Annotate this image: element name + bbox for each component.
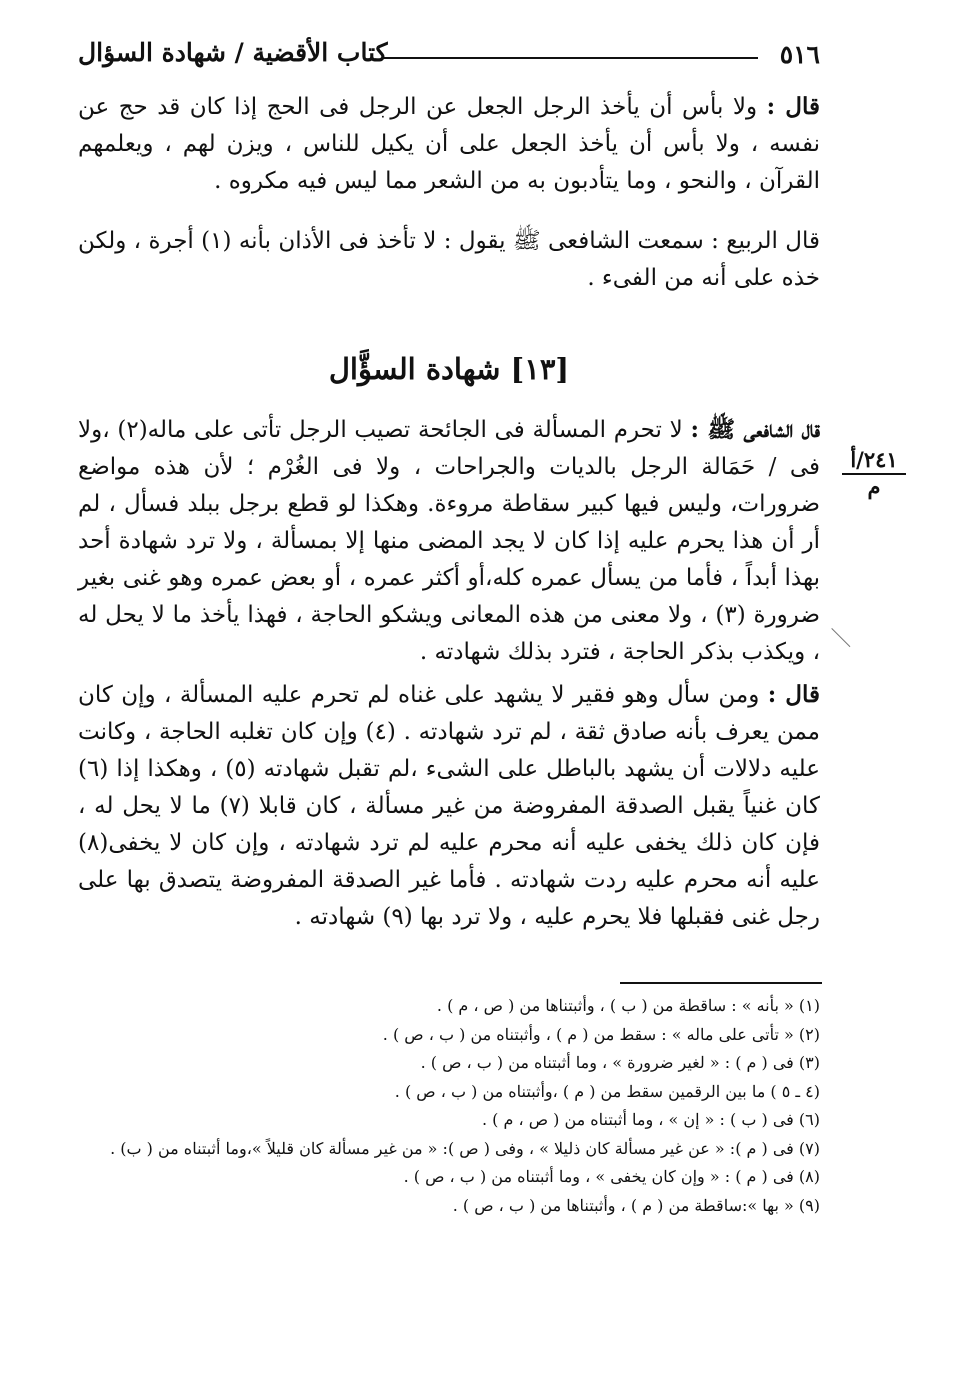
margin-manuscript-letter: م <box>867 474 881 499</box>
paragraph-1 <box>78 88 820 200</box>
footnote-9: (٩) « بها »:ساقطة من ( م ) ، وأثبتناها من ( ب ، ص ) . <box>452 1195 820 1215</box>
margin-reference <box>842 447 906 499</box>
speaker-label: قال الشافعى ﷺ : <box>690 416 820 443</box>
paragraph-text: قال الربيع : سمعت الشافعى ﷺ يقول : لا تأخذ فى الأذان بأنه (١) أجرة ، ولكن خذه على أنه من الفىء . <box>78 228 820 291</box>
footnote-4-5: (٤ ـ ٥ ) ما بين الرقمين سقط من ( م ) ،وأثبتناه من ( ب ، ص ) . <box>394 1081 820 1101</box>
speaker-label: قال : <box>767 681 820 708</box>
header-rule <box>383 57 758 59</box>
paragraph-text: لا تحرم المسألة فى الجائحة تصيب الرجل تأتى على ماله(٢) ،ولا فى / حَمَالة الرجل بالديات والجراحات ، ولا فى الغُرْم ؛ لأن هذه مواضع ضرورات، وليس فيها كبير سقاطة مروءة. وهكذا لو قطع برجل ببلد فسأل ، لم أر أن هذا يحرم عليه إذا كان لا يجد المضى منها إلا بمسألة ، ولا ترد شهادة أحد بهذا أبداً ، فأما من يسأل عمره كله،أو أكثر عمره ، أو بعض عمره وهو غنى بغير ضرورة (٣) ، ولا معنى من هذه المعانى ويشكو الحاجة ، فهذا يأخذ ما لا يحل له ، ويكذب بذكر الحاجة ، فترد بذلك شهادته . <box>78 417 820 665</box>
paragraph-text: ومن سأل وهو فقير لا يشهد على غناه لم تحرم عليه المسألة ، وإن كان ممن يعرف بأنه صادق ثقة ، لم ترد شهادته . (٤) وإن كان تغلبه الحاجة ، وكانت عليه دلالات أن يشهد بالباطل على الشىء ،لم تقبل شهادته (٥) ، وهكذا إذا (٦) كان غنياً يقبل الصدقة المفروضة من غير مسألة ، كان قابلا (٧) ما لا يحل له ، فإن كان ذلك يخفى عليه أنه محرم عليه لم ترد شهادته ، وإن كان لا يخفى(٨) عليه أنه محرم عليه ردت شهادته . فأما غير الصدقة المفروضة يتصدق بها على رجل غنى فقبلها فلا يحرم عليه ، ولا ترد بها (٩) شهادته . <box>78 682 821 930</box>
footnote-1: (١) « بأنه » : ساقطة من ( ب ) ، وأثبتناها من ( ص ، م ) . <box>436 996 820 1015</box>
footnote-8: (٨) فى ( م ) : « وإن كان يخفى » ، وما أثبتناه من ( ب ، ص ) . <box>403 1167 820 1186</box>
speaker-label: قال : <box>766 93 820 120</box>
paragraph-text: ولا بأس أن يأخذ الرجل الجعل عن الرجل فى الحج إذا كان قد حج عن نفسه ، ولا بأس أن يأخذ الجعل على أن يكيل للناس ، ويزن لهم ، ويعلمهم القرآن ، والنحو ، وما يتأدبون به من الشعر مما ليس فيه مكروه . <box>78 94 820 194</box>
footnote-6: (٦) فى ( ب ) : « إن » ، وما أثبتناه من ( ص ، م ) . <box>481 1110 820 1129</box>
footnotes <box>78 992 820 1220</box>
paragraph-2 <box>78 223 820 297</box>
margin-folio-number: ٢٤١/أ <box>842 447 906 475</box>
running-title: كتاب الأقضية / شهادة السؤال <box>78 38 388 67</box>
stray-mark <box>831 628 850 647</box>
section-heading: [١٣] شهادة السؤَّال <box>328 352 570 386</box>
paragraph-3 <box>78 411 820 671</box>
footnote-3: (٣) فى ( م ) : « لغير ضرورة » ، وما أثبتناه من ( ب ، ص ) . <box>420 1053 820 1072</box>
running-header <box>78 36 820 76</box>
footnote-separator <box>620 982 822 984</box>
footnote-7: (٧) فى ( م ): « عن غير مسألة كان ذليلا » ، وفى ( ص ): « من غير مسألة كان قليلاً »،وما أثبتناه من ( ب) . <box>110 1138 820 1158</box>
page-number: ٥١٦ <box>779 40 820 69</box>
footnote-2: (٢) « تأتى على ماله » : سقط من ( م ) ، وأثبتناه من ( ب ، ص ) . <box>382 1024 820 1044</box>
paragraph-4 <box>78 676 820 936</box>
